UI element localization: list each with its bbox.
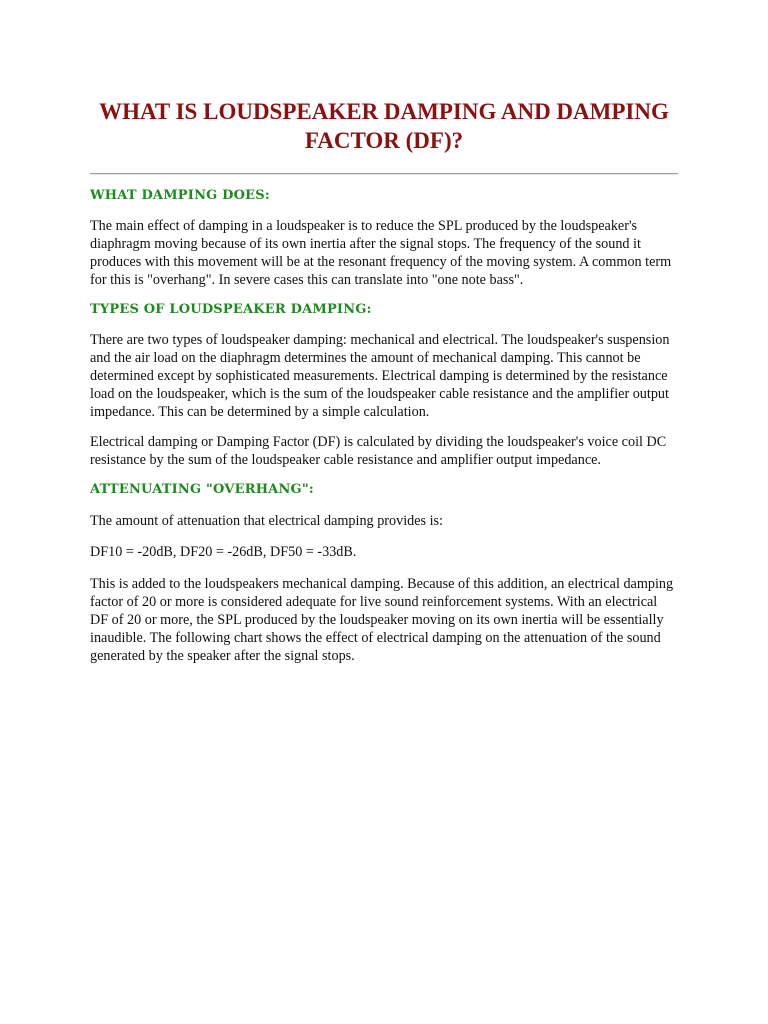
section-heading-attenuating-overhang: ATTENUATING "OVERHANG": <box>90 482 314 497</box>
paragraph-attenuation-intro: The amount of attenuation that electrical damping provides is: <box>90 513 444 529</box>
paragraph-mechanical-damping-addition: This is added to the loudspeakers mechanical damping. Because of this addition, an electrical damping factor of 20 or more is considered adequate for live sound reinforcement systems. With an electrical DF of 20 or more, the SPL produced by the loudspeaker moving on its own inertia will be essentially inaudible. The following chart shows the effect of electrical damping on the attenuation of the sound generated by the speaker after the signal stops. <box>90 576 674 664</box>
section-heading-types-of-damping: TYPES OF LOUDSPEAKER DAMPING: <box>90 302 372 317</box>
section-heading-what-damping-does: WHAT DAMPING DOES: <box>90 188 270 203</box>
page-title: WHAT IS LOUDSPEAKER DAMPING AND DAMPING FACTOR (DF)? <box>99 99 669 153</box>
paragraph-attenuation-values: DF10 = -20dB, DF20 = -26dB, DF50 = -33dB. <box>90 544 357 560</box>
paragraph-damping-effect: The main effect of damping in a loudspeaker is to reduce the SPL produced by the loudspeaker's diaphragm moving because of its own inertia after the signal stops. The frequency of the sound it produces with this movement will be at the resonant frequency of the moving system. A common term for this is "overhang". In severe cases this can translate into "one note bass". <box>90 218 672 288</box>
document-page <box>90 0 678 665</box>
paragraph-damping-types: There are two types of loudspeaker damping: mechanical and electrical. The loudspeaker's suspension and the air load on the diaphragm determines the amount of mechanical damping. This cannot be determined except by sophisticated measurements. Electrical damping is determined by the resistance load on the loudspeaker, which is the sum of the loudspeaker cable resistance and the amplifier output impedance. This can be determined by a simple calculation. <box>90 332 670 420</box>
title-divider <box>90 173 678 175</box>
paragraph-damping-factor-definition: Electrical damping or Damping Factor (DF) is calculated by dividing the loudspeaker's voice coil DC resistance by the sum of the loudspeaker cable resistance and amplifier output impedance. <box>90 434 667 468</box>
